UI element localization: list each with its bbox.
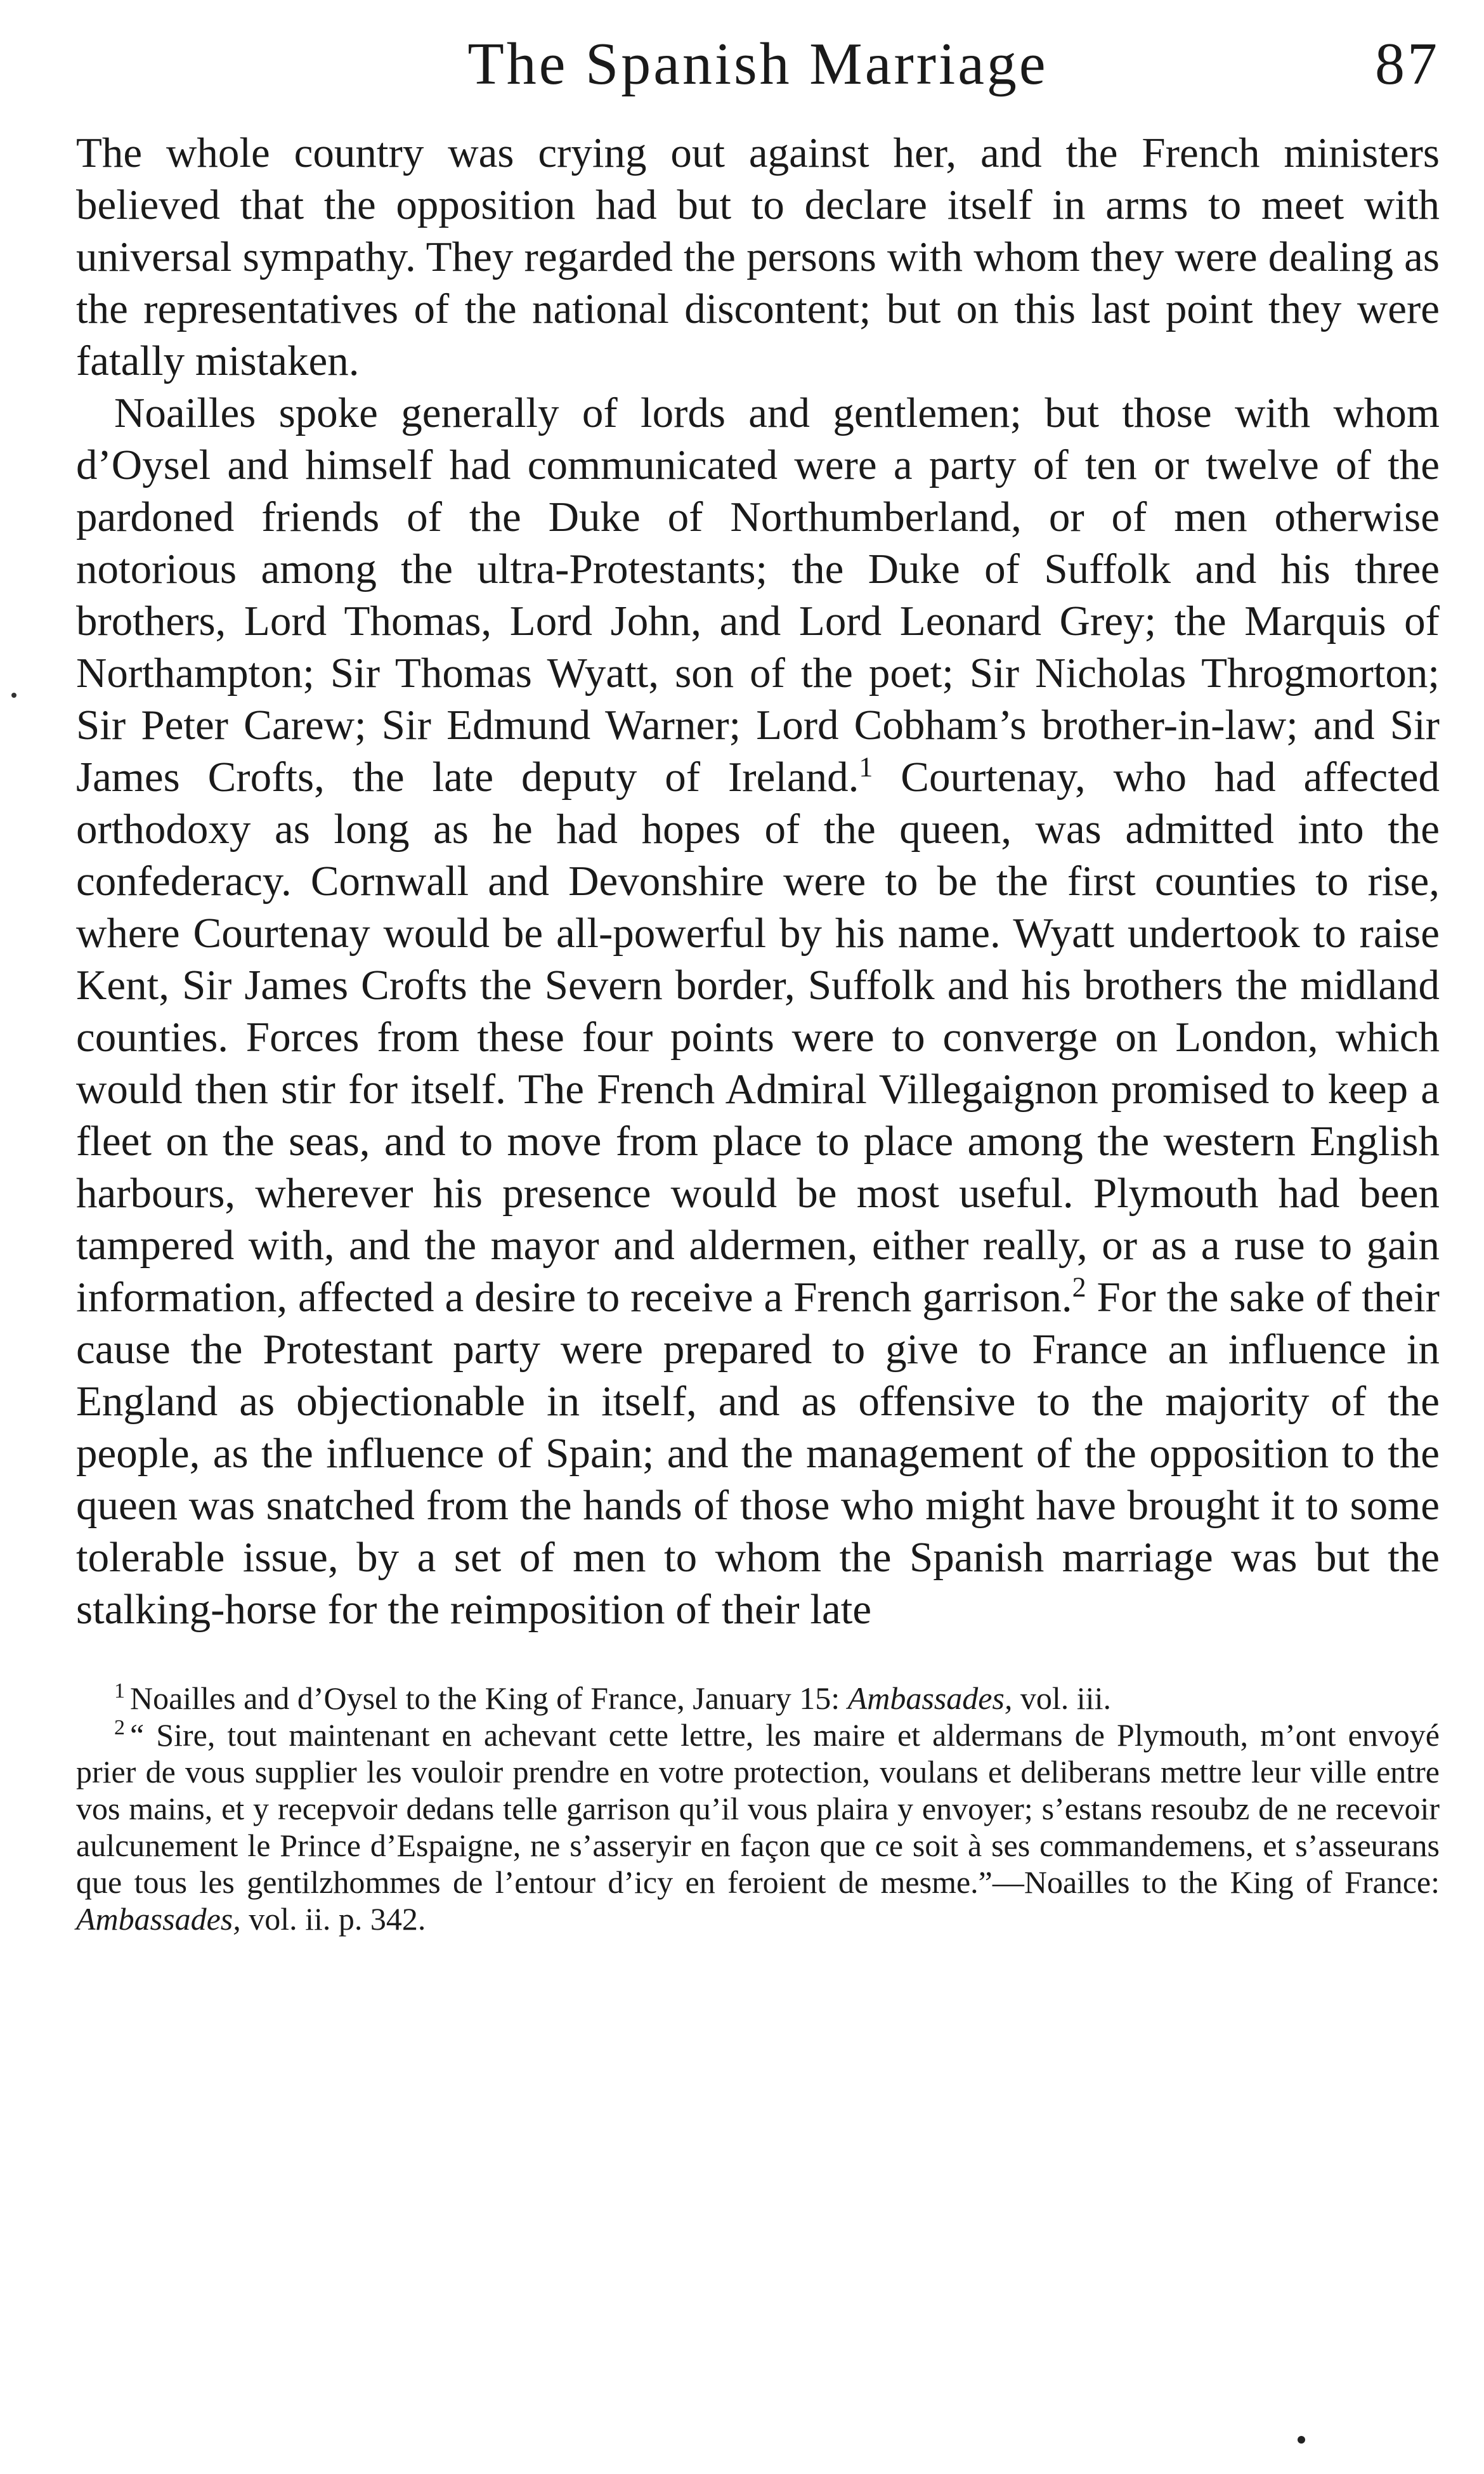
margin-speck [11, 693, 16, 698]
paragraph-1: The whole country was crying out against her, and the French ministers believed that the opposition had but to declare itself in arms to meet with universal sympathy. They regarded the persons with whom they were dealing as the representatives of the national discontent; but on this last point they were fatally mistaken. [76, 129, 1440, 384]
paragraph-2 [76, 387, 1440, 1635]
footnote-1-tail: vol. iii. [1012, 1680, 1111, 1716]
footnote-2-source: Ambassades, [76, 1901, 241, 1937]
footnote-2-tail: vol. ii. p. 342. [240, 1901, 426, 1937]
body-text [76, 127, 1440, 1635]
footnote-2 [76, 1717, 1440, 1937]
footnote-1-text: Noailles and d’Oysel to the King of France, January 15: [130, 1680, 848, 1716]
paragraph-2-part-c: For the sake of their cause the Protestant party were prepared to give to France an influence in England as objectionable in itself, and as offensive to the majority of the people, as the influence of Spain; and the management of the opposition to the queen was snatched from the hands of those who might have brought it to some tolerable issue, by a set of men to whom the Spanish marriage was but the stalking-horse for the reimposition of their late [76, 1274, 1440, 1633]
paragraph-2-part-b: Courtenay, who had affected orthodoxy as long as he had hopes of the queen, was admitted into the confederacy. Cornwall and Devonshire were to be the first counties to rise, where Courtenay would be all-powerful by his name. Wyatt undertook to raise Kent, Sir James Crofts the Severn border, Suffolk and his brothers the midland counties. Forces from these four points were to converge on London, which would then stir for itself. The French Admiral Villegaignon promised to keep a fleet on the seas, and to move from place to place among the western English harbours, wherever his presence would be most useful. Plymouth had been tampered with, and the mayor and aldermen, either really, or as a ruse to gain information, affected a desire to receive a French garrison. [76, 754, 1440, 1321]
footnote-ref-1: 1 [859, 751, 873, 783]
paragraph-2-part-a: Noailles spoke generally of lords and gentlemen; but those with whom d’Oysel and himself had communicated were a party of ten or twelve of the pardoned friends of the Duke of Northumberland, or of men otherwise notorious among the ultra-Protestants; the Duke of Suffolk and his three brothers, Lord Thomas, Lord John, and Lord Leonard Grey; the Marquis of Northampton; Sir Thomas Wyatt, son of the poet; Sir Nicholas Throgmorton; Sir Peter Carew; Sir Edmund Warner; Lord Cobham’s brother-in-law; and Sir James Crofts, the late deputy of Ireland. [76, 389, 1440, 801]
footnote-1 [76, 1680, 1440, 1717]
footnotes [76, 1680, 1440, 1937]
footnote-1-mark: 1 [114, 1679, 125, 1703]
page-number: 87 [1375, 31, 1440, 97]
footnote-2-mark: 2 [114, 1716, 125, 1740]
footnote-1-source: Ambassades, [847, 1680, 1013, 1716]
book-page [76, 25, 1440, 1937]
page-title: The Spanish Marriage [467, 31, 1048, 97]
running-head [76, 25, 1440, 127]
footnote-ref-2: 2 [1072, 1271, 1086, 1303]
footnote-2-text: “ Sire, tout maintenant en achevant cette lettre, les maire et aldermans de Plymouth, m’ont envoyé prier de vous supplier les vouloir prendre en votre protection, voulans et deliberans mettre leur ville entre vos mains, et y recepvoir dedans telle garrison qu’il vous plaira y envoyer; s’estans resoubz de ne recevoir aulcunement le Prince d’Espaigne, ne s’asseryir en façon que ce soit à ses commandemens, et s’asseurans que tous les gentilzhommes de l’entour d’icy en feroient de mesme.”—Noailles to the King of France: [76, 1717, 1440, 1900]
ink-speck [1298, 2436, 1305, 2444]
